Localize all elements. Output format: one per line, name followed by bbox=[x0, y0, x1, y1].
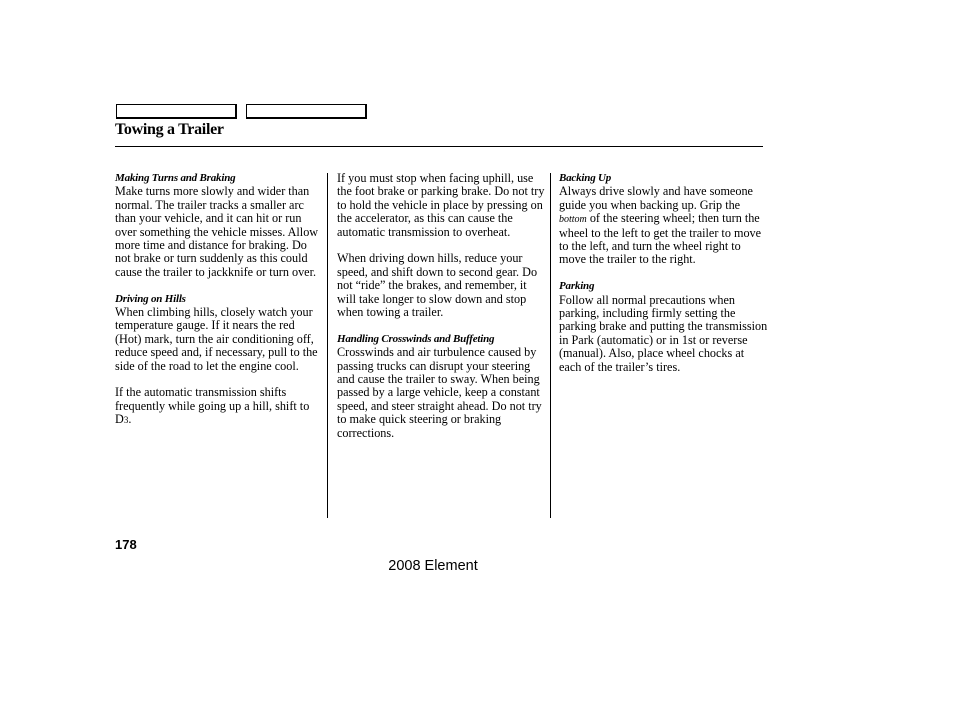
text-transmission-shifts: If the automatic transmission shifts frequently while going up a hill, shift to D bbox=[115, 385, 310, 427]
heading-crosswinds: Handling Crosswinds and Buffeting bbox=[337, 332, 495, 345]
text-backing-a: Always drive slowly and have someone guide you when backing up. Grip the bbox=[559, 184, 753, 212]
page-number: 178 bbox=[115, 537, 137, 552]
heading-turns-braking: Making Turns and Braking bbox=[115, 172, 236, 184]
column-2 bbox=[337, 172, 545, 440]
text-backing-b: of the steering wheel; then turn the wheel to the left to get the trailer to move to the left, and turn the wheel right to move the trailer to the right. bbox=[559, 211, 762, 267]
title-rule bbox=[115, 146, 763, 147]
footer-text: 2008 Element bbox=[388, 558, 478, 574]
paragraph-climbing-hills: When climbing hills, closely watch your temperature gauge. If it nears the red (Hot) mark, turn the air conditioning off, reduce speed and, if necessary, pull to the side of the road to let the engine cool. bbox=[115, 305, 318, 373]
footer bbox=[0, 558, 954, 574]
column-divider-2 bbox=[550, 173, 551, 518]
paragraph-transmission-shifts bbox=[115, 386, 323, 427]
text-period: . bbox=[128, 412, 132, 427]
heading-backing-up: Backing Up bbox=[559, 172, 612, 184]
paragraph-down-hills: When driving down hills, reduce your speed, and shift down to second gear. Do not “ride” the brakes, and remember, it will take longer to slow down and stop when towing a trailer. bbox=[337, 251, 538, 320]
column-3 bbox=[559, 172, 769, 374]
text-bottom-emphasis: bottom bbox=[559, 214, 587, 226]
page-title: Towing a Trailer bbox=[115, 121, 224, 138]
paragraph-turns-braking: Make turns more slowly and wider than normal. The trailer tracks a smaller arc than your vehicle, and it can hit or run over something the vehicle misses. Allow more time and distance for braking. Do not brake or turn suddenly as this could cause the trailer to jackknife or turn over. bbox=[115, 184, 319, 279]
nav-tab-button-1[interactable] bbox=[116, 104, 237, 119]
heading-driving-hills: Driving on Hills bbox=[115, 292, 186, 305]
text-gear-sub: 3 bbox=[123, 415, 129, 426]
paragraph-parking: Follow all normal precautions when parking, including firmly setting the parking brake and putting the transmission in Park (automatic) or in 1st or reverse (manual). Also, place wheel chocks at each of the trailer’s tires. bbox=[559, 292, 768, 374]
column-divider-1 bbox=[327, 173, 328, 518]
paragraph-backing-up bbox=[559, 185, 769, 266]
paragraph-stop-uphill: If you must stop when facing uphill, use the foot brake or parking brake. Do not try to hold the vehicle in place by pressing on the accelerator, as this can cause the automatic transmission to overheat. bbox=[337, 171, 545, 239]
paragraph-crosswinds: Crosswinds and air turbulence caused by passing trucks can disrupt your steering and cause the trailer to sway. When being passed by a large vehicle, keep a constant speed, and steer straight ahead. Do not try to make quick steering or braking corrections. bbox=[337, 345, 542, 440]
column-1 bbox=[115, 172, 323, 428]
heading-parking: Parking bbox=[559, 280, 595, 293]
nav-tab-button-2[interactable] bbox=[246, 104, 367, 119]
